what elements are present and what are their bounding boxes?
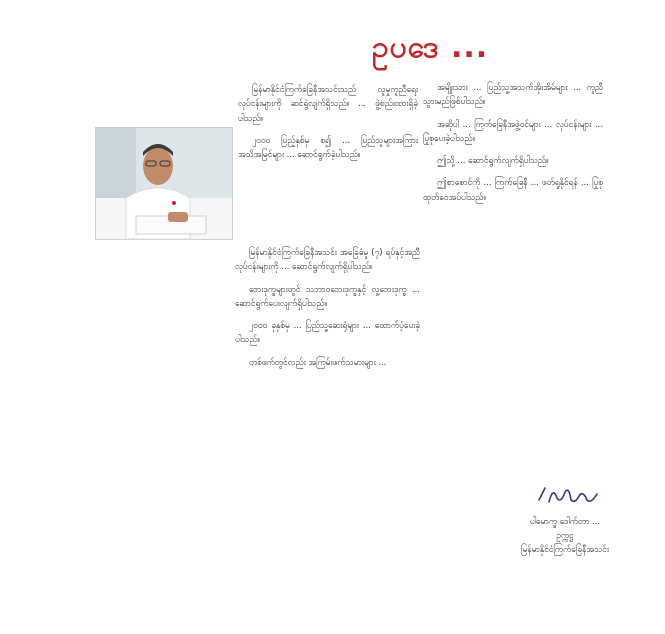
paragraph: ဤသို့ ... ဆောင်ရွက်လျက်ရှိပါသည်။ bbox=[437, 155, 549, 166]
signatory-title: ဥက္ကဋ္ဌ bbox=[556, 530, 574, 540]
signatory-name: ပါမောက္ခ ဒေါက်တာ ... bbox=[529, 516, 601, 526]
portrait-illustration bbox=[96, 128, 232, 239]
paragraph: မြန်မာနိုင်ငံကြက်ခြေနီအသင်းသည် လူမှုကူညီရေးလုပ်ငန်းများကို ဆင်ရွဲလျက်ရှိသည်။ ... ဖွဲ့စည်းထားရှိခဲ့ပါသည်။ bbox=[238, 84, 418, 123]
page-title: ဥပဒေ ... bbox=[372, 30, 489, 65]
paragraph: ဤစာစောင်ကို ... ကြက်ခြေနီ ... ဖတ်ရှုနိုင်ရန် ... ပြုစုထုတ်ဝေအပ်ပါသည်။ bbox=[423, 177, 603, 202]
paragraph: ဘေးဒုက္ခများတွင် သဘာဝဘေးဒုက္ခနှင့် လူ့ဘေးဒုက္ခ ... ဆောင်ရွက်ပေးလျက်ရှိပါသည်။ bbox=[235, 283, 420, 308]
portrait-photo bbox=[95, 127, 233, 240]
right-column bbox=[423, 80, 603, 480]
left-column-top bbox=[238, 82, 418, 242]
signatory-organization: မြန်မာနိုင်ငံကြက်ခြေနီအသင်း bbox=[521, 544, 609, 554]
paragraph: အဆိုပါ ... ကြက်ခြေနီအဖွဲ့ဝင်များ ... လုပ်ငန်းများ ... ပြုစုပေးခဲ့ပါသည်။ bbox=[423, 118, 603, 143]
paragraph: ၂၀၀၀ ပြည့်နှစ်မှ စ၍ ... ပြည်သူများအကြား အသိအမြင်များ ... ဆောင်ရွက်ခဲ့ပါသည်။ bbox=[238, 134, 418, 160]
paragraph: အမျိုးသား ... ပြည်သူ့အသက်အိုးအိမ်များ ... ကူညီသွားမည်ဖြစ်ပါသည်။ bbox=[423, 82, 603, 107]
paragraph: ၂၀၀၀ ခုနှစ်မှ ... ပြည်သူ့ဆေးရုံများ ... ထောက်ပံ့ပေးခဲ့ပါသည်။ bbox=[235, 320, 420, 345]
signature-mark bbox=[535, 482, 605, 508]
paragraph: မြန်မာနိုင်ငံကြက်ခြေနီအသင်း အခြေခံမူ (၇) ရပ်နှင့်အညီ လုပ်ငန်းများကို ... ဆောင်ရွက်လျက်ရှိပါသည်။ bbox=[235, 247, 420, 272]
paragraph: တစ်ဖက်တွင်လည်း အကြမ်းဖက်သမားများ ... bbox=[249, 356, 387, 367]
left-column-lower bbox=[235, 245, 420, 605]
signature-block bbox=[510, 514, 620, 556]
